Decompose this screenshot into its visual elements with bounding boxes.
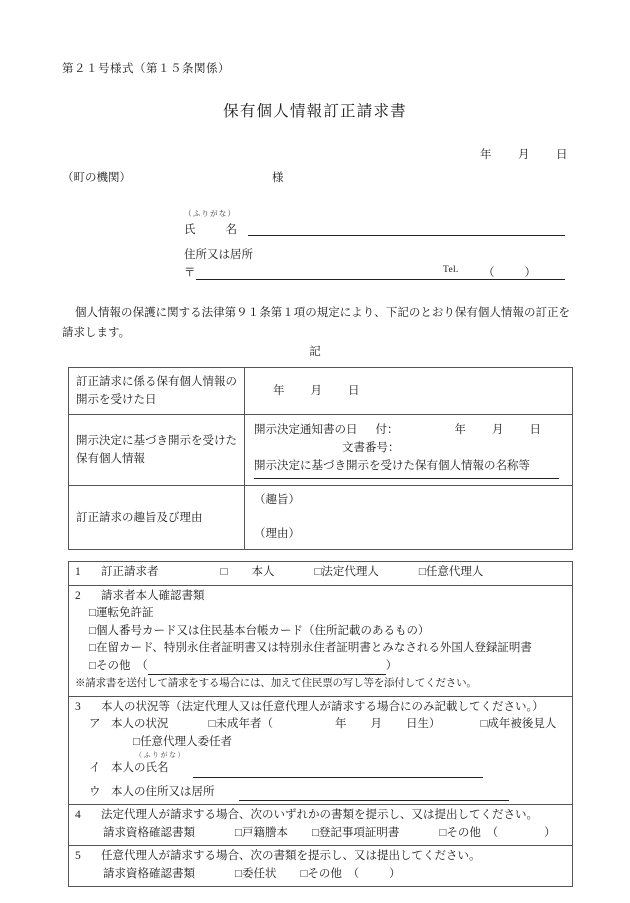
option-item4-other-close: ） [544,826,556,839]
disclosure-year: 年 [273,385,285,397]
sub-c-label: 本人の住所又は居所 [111,785,215,798]
item-3-line [75,699,566,717]
item-2-option-2[interactable] [75,623,566,641]
sub-b-marker: イ [89,762,101,774]
table-row [69,368,573,415]
option-residence-card: 在留カード、特別永住者証明書又は特別永住者証明書とみなされる外国人登録証明書 [95,642,532,654]
checkbox-voluntary-rep[interactable]: □ [418,566,426,578]
item-4-number: 4 [75,809,81,821]
checkbox-item4-other[interactable]: □ [439,826,447,839]
furigana-label: （ふりがな） [184,209,237,218]
checkbox-voluntary-delegator[interactable]: □ [133,735,140,748]
addressee-honorific: 様 [272,172,284,184]
checkbox-my-number-card[interactable]: □ [89,624,96,637]
notice-date-line [254,421,563,439]
name-label-second: 名 [225,224,237,236]
item-2-option-3[interactable] [75,640,566,658]
sub-b-input-rule[interactable] [193,765,483,778]
item-2-option-1[interactable] [75,605,566,623]
item-2-note: ※請求書を送付して請求をする場合には、加えて住民票の写し等を添付してください。 [75,678,477,689]
disclosure-month: 月 [310,385,322,397]
option-drivers-license: 運転免許証 [95,607,154,619]
option-self: 本人 [251,566,275,578]
item-3-sub-c [75,778,566,802]
item-5-cell [69,846,573,887]
option-item5-other-close: ） [389,867,401,880]
checkbox-item5-other[interactable]: □ [300,867,308,880]
option-minor: 未成年者（ [215,718,273,730]
option-legal-rep: 法定代理人 [321,566,379,578]
item-4-doc-label: 請求資格確認書類 [103,826,195,839]
row-label-purpose-reason: 訂正請求の趣旨及び理由 [69,486,245,550]
checkbox-family-register[interactable]: □ [235,826,242,839]
option-item4-other: その他 （ [446,826,499,839]
row-label-disclosed-info: 開示決定に基づき開示を受けた保有個人情報 [69,415,245,486]
option-my-number-card: 個人番号カード又は住民基本台帳カード（住所記載のあるもの） [95,624,430,637]
table-row [69,846,573,887]
requester-details-table [68,561,573,887]
sub-c-input-rule[interactable] [239,788,509,801]
item-2-line [75,588,566,606]
item-5-line [75,848,566,866]
tel-paren-close: ） [524,267,536,279]
option-power-of-attorney: 委任状 [241,867,277,880]
minor-birth-year: 年 [334,718,347,730]
option-other-doc-close: ） [385,659,398,672]
sub-b-furigana: （ふりがな） [135,751,186,759]
date-day-label: 日 [556,149,568,161]
minor-birth-month: 月 [370,718,382,730]
item-3-number: 3 [75,700,81,713]
checkbox-residence-card[interactable]: □ [89,642,96,654]
page-title: 保有個人情報訂正請求書 [223,103,407,120]
item-3-cell [69,696,573,805]
disclosed-info-input-rule[interactable] [254,478,559,479]
notice-month: 月 [492,424,504,436]
table-row [69,696,573,805]
reason-label: （理由） [254,528,300,540]
date-year-label: 年 [480,149,492,161]
ki-marker: 記 [309,346,321,358]
name-label [184,221,237,237]
option-voluntary-rep: 任意代理人 [425,566,484,578]
item-1-cell [69,562,573,586]
row-value-purpose-reason[interactable] [245,486,573,550]
sub-a-marker: ア [89,718,101,730]
option-adult-ward: 成年被後見人 [487,718,557,730]
checkbox-registry-cert[interactable]: □ [311,826,319,839]
item-1-label: 訂正請求者 [101,566,159,578]
sub-a-label: 本人の状況 [111,718,169,730]
item-2-label: 請求者本人確認書類 [101,589,205,602]
minor-birth-day: 日生） [405,718,441,730]
body-paragraph-text: 個人情報の保護に関する法律第９１条第１項の規定により、下記のとおり保有個人情報の訂正を請求します。 [62,307,570,339]
checkbox-self[interactable]: □ [220,566,228,578]
option-registry-cert: 登記事項証明書 [318,826,400,839]
purpose-label: （趣旨） [254,494,300,506]
body-paragraph [62,303,570,343]
date-month-label: 月 [518,149,530,161]
item-4-cell [69,805,573,846]
item-4-label: 法定代理人が請求する場合、次のいずれかの書類を提示し、又は提出してください。 [101,809,538,821]
checkbox-minor[interactable]: □ [208,718,216,730]
item-3-sub-b [75,760,566,778]
item-5-options [75,866,566,884]
notice-year: 年 [454,424,466,436]
checkbox-other-doc[interactable]: □ [89,659,96,672]
option-other-doc: その他 （ [95,659,148,672]
item-2-number: 2 [75,589,81,602]
table-row [69,486,573,550]
disclosed-info-name-line: 開示決定に基づき開示を受けた保有個人情報の名称等 [254,460,530,472]
notice-tsuke: 付： [375,424,399,436]
table-row [69,585,573,696]
tel-input-parens[interactable] [483,264,536,280]
document-number-line: 文書番号： [342,442,400,454]
row-value-disclosure-date[interactable] [245,368,573,415]
item-3-sub-a [75,716,566,734]
item-1-line [75,564,566,582]
item-2-cell [69,585,573,696]
item-1-number: 1 [75,566,81,578]
form-number: 第２１号様式（第１５条関係） [62,63,230,75]
table-row [69,805,573,846]
checkbox-power-of-attorney[interactable]: □ [235,867,242,880]
disclosure-day: 日 [348,385,360,397]
notice-title: 開示決定通知書の日 [254,424,358,436]
address-label: 住所又は居所 [184,249,253,261]
checkbox-adult-ward[interactable]: □ [480,718,488,730]
item-4-options [75,825,566,843]
tel-label: Tel. [443,265,459,275]
name-input-rule[interactable] [248,235,565,236]
row-value-disclosed-info[interactable] [245,415,573,486]
tel-paren-open: （ [483,267,495,279]
item-2-option-4[interactable] [75,658,566,676]
row-label-disclosure-date: 訂正請求に係る保有個人情報の開示を受けた日 [69,368,245,415]
item-3-label: 本人の状況等（法定代理人又は任意代理人が請求する場合にのみ記載してください。） [101,700,544,713]
disclosure-info-table [68,367,573,550]
item-3-sub-b-furigana [75,751,566,760]
item-5-number: 5 [75,850,81,862]
postal-mark: 〒 [184,267,196,279]
table-row [69,415,573,486]
option-voluntary-delegator: 任意代理人委任者 [139,735,232,748]
sub-b-label: 本人の氏名 [111,762,169,774]
item-5-doc-label: 請求資格確認書類 [103,867,195,880]
table-row [69,562,573,586]
item-3-sub-a-opt3[interactable] [75,734,566,752]
item-5-label: 任意代理人が請求する場合、次の書類を提示し、又は提出してください。 [101,850,481,862]
checkbox-drivers-license[interactable]: □ [89,607,96,619]
name-label-first: 氏 [184,224,196,236]
option-item5-other: その他 （ [307,867,360,880]
addressee-organization: （町の機関） [62,172,131,184]
notice-day: 日 [529,424,541,436]
date-line [480,146,568,162]
checkbox-legal-rep[interactable]: □ [314,566,322,578]
option-family-register: 戸籍謄本 [241,826,288,839]
item-4-line [75,807,566,825]
sub-c-marker: ウ [89,785,101,798]
